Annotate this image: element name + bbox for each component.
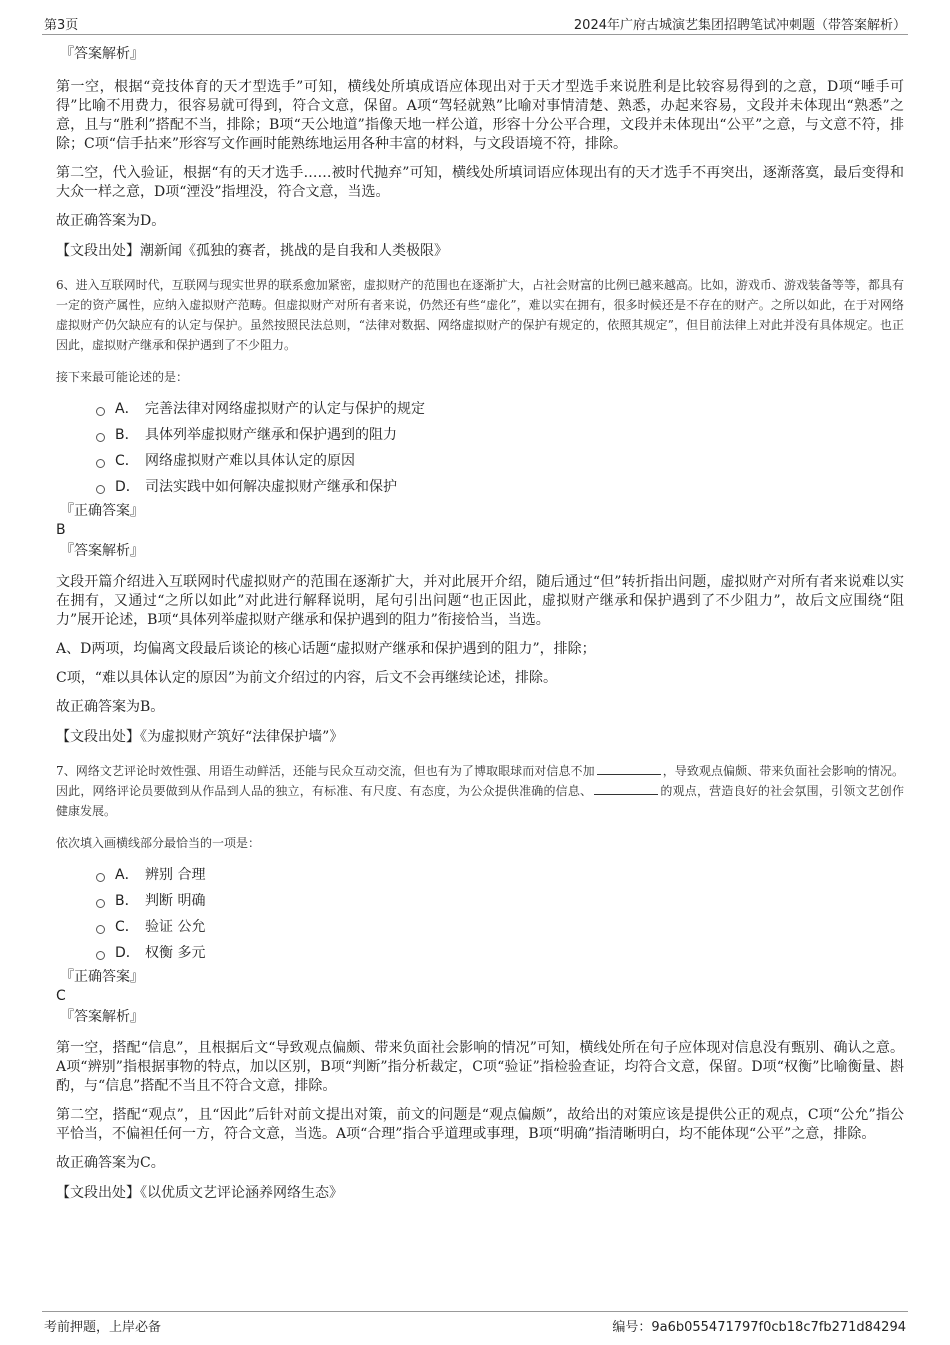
source-citation: 【文段出处】《为虚拟财产筑好“法律保护墙”》 <box>56 729 344 745</box>
analysis-label: 『答案解析』 <box>60 543 144 559</box>
option-a[interactable]: A． 完善法律对网络虚拟财产的认定与保护的规定 <box>96 395 904 421</box>
option-b[interactable]: B． 判断 明确 <box>96 887 904 913</box>
option-b[interactable]: B． 具体列举虚拟财产继承和保护遇到的阻力 <box>96 421 904 447</box>
analysis-paragraph: 第二空，代入验证，根据“有的天才选手……被时代抛弃”可知，横线处所填词语应体现出有的天才选手不再突出，逐渐落寞，最后变得和大众一样之意，D项“湮没”指埋没，符合文意，当选。 <box>56 165 904 200</box>
option-d[interactable]: D． 司法实践中如何解决虚拟财产继承和保护 <box>96 473 904 499</box>
radio-button[interactable] <box>96 407 105 416</box>
question-7-options <box>96 861 904 965</box>
question-6-text: 6、进入互联网时代，互联网与现实世界的联系愈加紧密，虚拟财产的范围也在逐渐扩大，占社会财富的比例已越来越高。比如，游戏币、游戏装备等等，都具有一定的资产属性，应纳入虚拟财产范畴。但虚拟财产对所有者来说，仍然还有些“虚化”，难以实在拥有，很多时候还是不存在的财产。之所以如此，在于对网络虚拟财产仍欠缺应有的认定与保护。虽然按照民法总则，“法律对数据、网络虚拟财产的保护有规定的，依照其规定”，但目前法律上对此并没有具体规定。也正因此，虚拟财产继承和保护遇到了不少阻力。 <box>56 278 904 352</box>
option-d[interactable]: D． 权衡 多元 <box>96 939 904 965</box>
page-footer <box>42 1311 908 1335</box>
radio-button[interactable] <box>96 951 105 960</box>
answer-conclusion: 故正确答案为B。 <box>56 699 165 715</box>
answer-conclusion: 故正确答案为D。 <box>56 213 166 229</box>
question-6-prompt: 接下来最可能论述的是： <box>56 370 189 384</box>
option-a[interactable]: A． 辨别 合理 <box>96 861 904 887</box>
question-7-prompt: 依次填入画横线部分最恰当的一项是： <box>56 836 261 850</box>
fill-blank <box>597 763 661 775</box>
analysis-paragraph: 第一空，搭配“信息”，且根据后文“导致观点偏颇、带来负面社会影响的情况”可知，横线处所在句子应体现对信息没有甄别、确认之意。A项“辨别”指根据事物的特点，加以区别，B项“判断”指分析裁定，C项“验证”指检验查证，均符合文意，保留。D项“权衡”比喻衡量、斟酌，与“信息”搭配不当且不符合文意，排除。 <box>56 1040 904 1094</box>
source-citation: 【文段出处】《以优质文艺评论涵养网络生态》 <box>56 1185 343 1201</box>
radio-button[interactable] <box>96 899 105 908</box>
analysis-paragraph: 第二空，搭配“观点”，且“因此”后针对前文提出对策，前文的问题是“观点偏颇”，故给出的对策应该是提供公正的观点，C项“公允”指公平恰当，不偏袒任何一方，符合文意，当选。A项“合理”指合乎道理或事理，B项“明确”指清晰明白，均不能体现“公平”之意，排除。 <box>56 1107 904 1142</box>
question-6-options <box>96 395 904 499</box>
page-number: 第3页 <box>44 18 79 33</box>
document-code: 编号：9a6b055471797f0cb18c7fb271d84294 <box>612 1320 906 1335</box>
source-citation: 【文段出处】潮新闻《孤独的赛者，挑战的是自我和人类极限》 <box>56 243 448 259</box>
radio-button[interactable] <box>96 873 105 882</box>
answer-conclusion: 故正确答案为C。 <box>56 1155 165 1171</box>
analysis-label: 『答案解析』 <box>60 46 144 62</box>
analysis-paragraph: C项，“难以具体认定的原因”为前文介绍过的内容，后文不会再继续论述，排除。 <box>56 670 558 686</box>
radio-button[interactable] <box>96 459 105 468</box>
option-c[interactable]: C． 验证 公允 <box>96 913 904 939</box>
option-c[interactable]: C． 网络虚拟财产难以具体认定的原因 <box>96 447 904 473</box>
page-content <box>56 44 904 1217</box>
correct-answer-label: 『正确答案』 <box>60 969 144 985</box>
footer-slogan: 考前押题，上岸必备 <box>44 1320 162 1335</box>
radio-button[interactable] <box>96 485 105 494</box>
analysis-paragraph: 第一空，根据“竞技体育的天才型选手”可知，横线处所填成语应体现出对于天才型选手来说胜利是比较容易得到的之意，D项“唾手可得”比喻不用费力，很容易就可得到，符合文意，保留。A项“驾轻就熟”比喻对事情清楚、熟悉，办起来容易，文段并未体现出“熟悉”之意，且与“胜利”搭配不当，排除；B项“天公地道”指像天地一样公道，形容十分公平合理，文段并未体现出“公平”之意，与文意不符，排除；C项“信手拈来”形容写文作画时能熟练地运用各种丰富的材料，与文段语境不符，排除。 <box>56 79 904 152</box>
question-7-text: 7、网络文艺评论时效性强、用语生动鲜活，还能与民众互动交流，但也有为了博取眼球而对信息不加 ，导致观点偏颇、带来负面社会影响的情况。因此，网络评论员要做到从作品到人品的独立，有标准、有尺度、有态度，为公众提供准确的信息、 的观点，营造良好的社会氛围，引领文艺创作健康发展。 <box>56 764 904 818</box>
radio-button[interactable] <box>96 433 105 442</box>
radio-button[interactable] <box>96 925 105 934</box>
analysis-label: 『答案解析』 <box>60 1009 144 1025</box>
page-header <box>42 13 908 35</box>
document-title: 2024年广府古城演艺集团招聘笔试冲刺题（带答案解析） <box>573 18 906 33</box>
correct-answer-label: 『正确答案』 <box>60 503 144 519</box>
analysis-paragraph: 文段开篇介绍进入互联网时代虚拟财产的范围在逐渐扩大，并对此展开介绍，随后通过“但”转折指出问题，虚拟财产对所有者来说难以实在拥有，又通过“之所以如此”对此进行解释说明，尾句引出问题“也正因此，虚拟财产继承和保护遇到了不少阻力”，故后文应围绕“阻力”展开论述，B项“具体列举虚拟财产继承和保护遇到的阻力”衔接恰当，当选。 <box>56 574 904 628</box>
analysis-paragraph: A、D两项，均偏离文段最后谈论的核心话题“虚拟财产继承和保护遇到的阻力”，排除； <box>56 641 596 657</box>
correct-answer-value: B <box>56 522 66 538</box>
correct-answer-value: C <box>56 988 66 1004</box>
fill-blank <box>594 783 658 795</box>
